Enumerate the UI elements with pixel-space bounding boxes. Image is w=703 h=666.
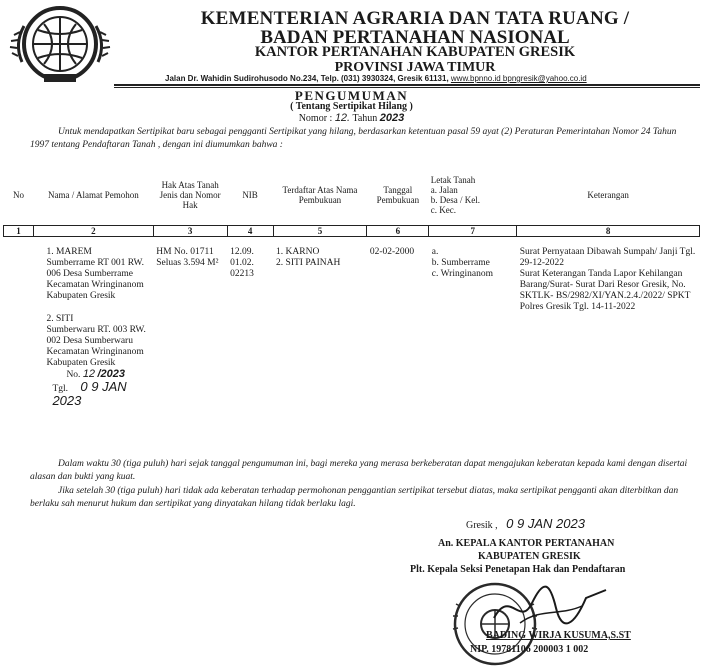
col-num: 8 [517,225,700,236]
cell-pemohon [33,236,153,409]
owner-2: 2. SITI PAINAH [276,257,341,268]
th-letak [429,165,517,225]
th-no: No [12,189,24,200]
pemohon-2-address: Sumberwaru RT. 003 RW. 002 Desa Sumberwaru Kecamatan Wringinanom Kabupaten Gresik [46,324,146,368]
register-no-year: /2023 [97,367,125,380]
th-letak-a: a. Jalan [430,184,458,195]
year-label: Tahun [352,113,378,124]
keterangan-2: Surat Keterangan Tanda Lapor Kehilangan Barang/Surat- Surat Dari Resor Gresik, No. SKTLK- BS/2982/XI/YAN.2.4./2022/ SPKT Polres Gresik Tgl. 14-11-2022 [519,268,691,312]
col-num: 4 [227,225,273,236]
register-date-value: 0 9 JAN 2023 [52,378,127,408]
announcement-subtitle: ( Tentang Sertipikat Hilang ) [290,101,413,112]
th-terdaftar: Terdaftar Atas Nama Pembukuan [282,184,358,205]
col-num: 3 [153,225,227,236]
signatory-name: BADING WIRJA KUSUMA,S.ST [486,630,631,641]
cell-letak [429,236,517,409]
th-letak-b: b. Desa / Kel. [430,194,481,205]
column-number-row [4,225,700,236]
signing-place-date [466,516,585,531]
ministry-name: KEMENTERIAN AGRARIA DAN TATA RUANG / [200,8,630,29]
register-no-value: 12 [82,367,96,380]
th-letak-title: Letak Tanah [430,174,476,185]
pemohon-1-address: Sumberrame RT 001 RW. 006 Desa Sumberrame Kecamatan Wringinanom Kabupaten Gresik [46,257,145,301]
col-num: 7 [429,225,517,236]
cell-tanggal: 02-02-2000 [369,246,415,257]
cell-nib: 12.09. 01.02. 02213 [230,246,254,279]
website-email-link[interactable]: www.bpnno.id bpngresik@yahoo.co.id [450,74,587,83]
signatory-title-3: Plt. Kepala Seksi Penetapan Hak dan Pendaftaran [410,564,626,575]
header-rule-thick [114,84,700,86]
agency-name: BADAN PERTANAHAN NASIONAL [260,27,570,48]
number-value: 12. [334,112,351,124]
letak-desa: b. Sumberrame [431,257,490,268]
cell-terdaftar [273,236,367,409]
signatory-title-1: An. KEPALA KANTOR PERTANAHAN [438,538,615,549]
address-text: Jalan Dr. Wahidin Sudirohusodo No.234, Telp. (031) 3930324, Gresik 61131, [165,74,451,83]
office-address [165,74,587,83]
col-num: 6 [367,225,429,236]
th-tanggal: Tanggal Pembukuan [376,184,420,205]
objection-paragraph: Dalam waktu 30 (tiga puluh) hari sejak tanggal pengumuman ini, bagi mereka yang merasa berkeberatan dapat mengajukan keberatan kepada kami dengan disertai alasan dan bukti yang kuat. [30,459,688,482]
col-num: 2 [33,225,153,236]
intro-paragraph: Untuk mendapatkan Sertipikat baru sebagai pengganti Sertipikat yang hilang, berdasarkan ketentuan pasal 59 ayat (2) Peraturan Pemerintahan Nomor 24 Tahun 1997 tentang Pendaftaran Tanah , dengan ini diumumkan bahwa : [30,127,677,150]
handwritten-signature [490,578,610,633]
signing-place: Gresik , [466,520,498,531]
th-nib: NIB [242,189,258,200]
keterangan-1: Surat Pernyataan Dibawah Sumpah/ Janji Tgl. 29-12-2022 [519,246,696,268]
letak-jalan: a. [431,246,439,257]
pemohon-1-name: 1. MAREM [46,246,92,257]
validity-paragraph: Jika setelah 30 (tiga puluh) hari tidak ada keberatan terhadap permohonan penggantian sertipikat tersebut diatas, maka sertipikat pengganti akan diterbitkan dan berlaku sah menurut hukum dan sertipikat yang dinyatakan hilang tidak berlaku lagi. [30,486,679,509]
signatory-title-2: KABUPATEN GRESIK [478,551,581,562]
table-header-row [4,165,700,225]
cell-keterangan [517,236,700,409]
th-nama: Nama / Alamat Pemohon [47,189,139,200]
signatory-nip: NIP. 19781106 200003 1 002 [470,644,589,655]
register-no-label: No. [66,369,81,380]
number-label: Nomor : [298,113,333,124]
pemohon-2-name: 2. SITI [46,313,74,324]
th-hak: Hak Atas Tanah Jenis dan Nomor Hak [159,179,221,210]
register-date [52,378,150,409]
announcement-number [0,112,703,124]
announcement-title: PENGUMUMAN [294,88,409,103]
th-letak-c: c. Kec. [430,204,457,215]
office-name: KANTOR PERTANAHAN KABUPATEN GRESIK [254,44,576,60]
th-keterangan: Keterangan [587,189,629,200]
owner-1: 1. KARNO [276,246,320,257]
cell-hak: HM No. 01711 Seluas 3.594 M² [156,246,219,268]
signing-date: 0 9 JAN 2023 [506,516,585,531]
col-num: 5 [273,225,367,236]
bpn-logo [4,2,116,86]
year-value: 2023 [379,112,405,124]
province-name: PROVINSI JAWA TIMUR [334,60,496,75]
letak-kec: c. Wringinanom [431,268,493,279]
table-row [4,236,700,409]
register-date-label: Tgl. [52,383,69,394]
lost-certificate-table [3,165,700,409]
col-num: 1 [4,225,34,236]
